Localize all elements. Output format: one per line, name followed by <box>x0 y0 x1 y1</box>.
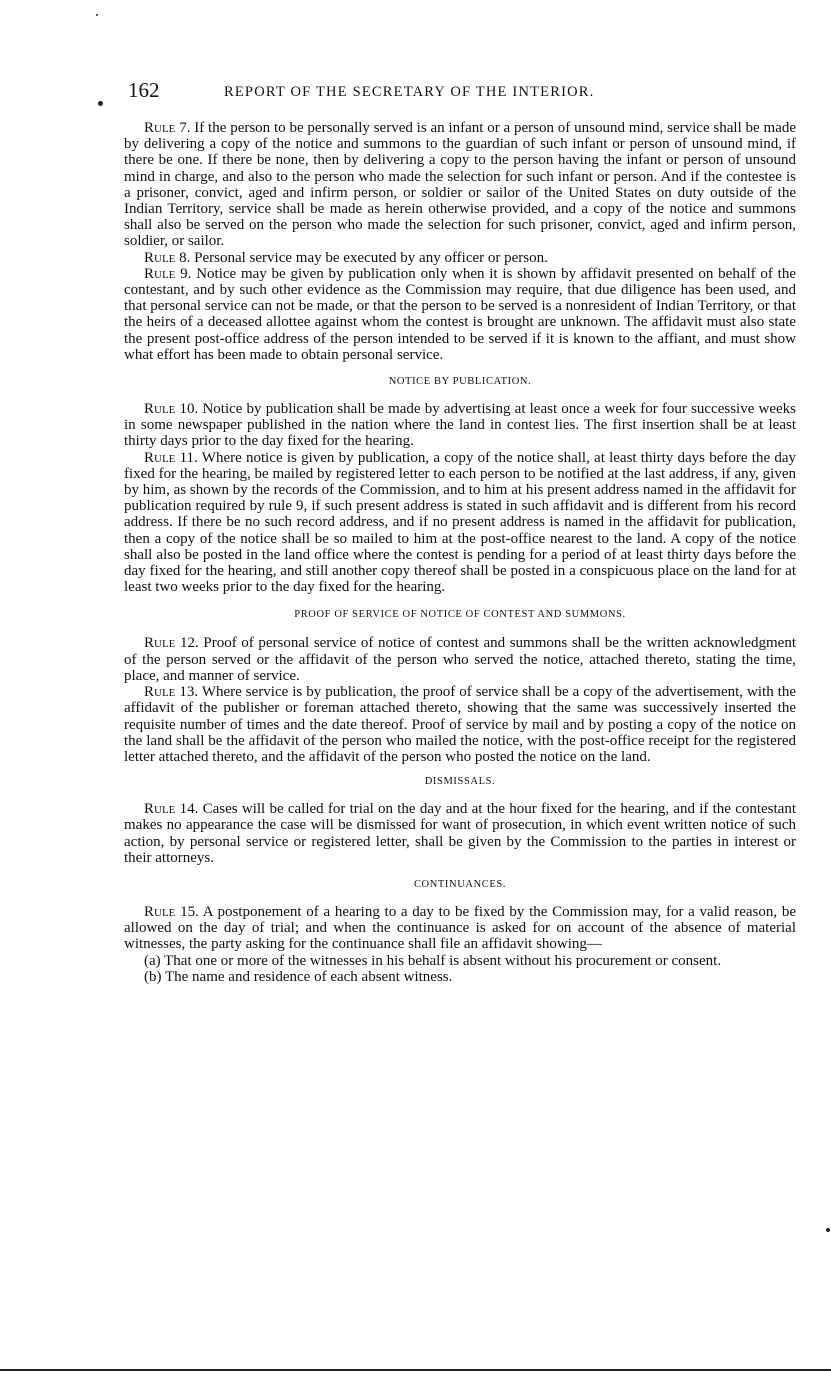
item-b <box>124 969 796 985</box>
rule-9 <box>124 266 796 363</box>
rule-11 <box>124 450 796 596</box>
item-text: That one or more of the witnesses in his behalf is absent without his procurement or consent. <box>164 952 722 969</box>
ink-speck <box>826 1228 830 1232</box>
item-label: (b) <box>144 968 162 985</box>
rule-label: Rule 13. <box>144 684 199 701</box>
scan-edge-line <box>0 1369 831 1371</box>
section-title-dismissals: DISMISSALS. <box>424 776 496 788</box>
item-label: (a) <box>144 952 161 969</box>
rule-text: Where service is by publication, the proof of service shall be a copy of the advertisement, with the affidavit of the publisher or foreman attached thereto, showing that the same was successively inserted the requisite number of times and the date thereof. Proof of service by mail and by posting a copy of the notice on the land shall be the affidavit of the person who mailed the notice, with the post-office receipt for the registered letter attached thereto, and the affidavit of the person who posted the notice on the land. <box>124 684 797 765</box>
section-title-publication: NOTICE BY PUBLICATION. <box>388 376 532 388</box>
rule-label: Rule 9. <box>144 265 192 282</box>
rule-10 <box>124 401 796 450</box>
rule-text: Where notice is given by publication, a copy of the notice shall, at least thirty days before the day fixed for the hearing, be mailed by registered letter to each person to be notified at the last address, if any, given by him, as shown by the records of the Commission, and to him at his present address named in the affidavit for publication required by rule 9, if such present address is stated in such affidavit and is different from his record address. If there be no such record address, and if no present address is named in the affidavit for publication, then a copy of the notice shall be so mailed to him at the post-office nearest to the land. A copy of the notice shall also be posted in the land office where the contest is pending for a period of at least thirty days before the day fixed for the hearing, and still another copy thereof shall be posted in a conspicuous place on the land for at least two weeks prior to the day fixed for the hearing. <box>124 449 796 596</box>
rule-label: Rule 12. <box>144 635 199 652</box>
item-text: The name and residence of each absent witness. <box>164 968 453 985</box>
rule-text: If the person to be personally served is an infant or a person of unsound mind, service shall be made by delivering a copy of the notice and summons to the guardian of such infant or person of unsound mind, if there be one. If there be none, then by delivering a copy to the person having the infant or person of unsound mind in charge, and also to the person who made the selection for such infant or person. And if the contestee is a prisoner, convict, aged and infirm person, or soldier or sailor of the United States on duty outside of the Indian Territory, service shall be made as herein otherwise provided, and a copy of the notice and summons shall also be served on the person who made the selection for such prisoner, convict, aged and infirm person, soldier, or sailor. <box>124 120 797 250</box>
section-title-continuances: CONTINUANCES. <box>413 878 507 890</box>
running-head: REPORT OF THE SECRETARY OF THE INTERIOR. <box>224 84 595 100</box>
ink-dot <box>98 101 103 106</box>
rule-text: Personal service may be executed by any officer or person. <box>194 249 548 266</box>
rule-text: Notice by publication shall be made by advertising at least once a week for four successive weeks in some newspaper published in the nation where the land in contest lies. The first insertion shall be at least thirty days prior to the day fixed for the hearing. <box>124 401 797 450</box>
page-number: 162 <box>128 78 160 102</box>
page-header <box>128 78 728 102</box>
document-body <box>124 120 796 985</box>
rule-text: Cases will be called for trial on the day and at the hour fixed for the hearing, and if the contestant makes no appearance the case will be dismissed for want of prosecution, in which event written notice of such action, by personal service or registered letter, shall be given by the Commission to the parties in interest or their attorneys. <box>124 801 797 866</box>
rule-text: A postponement of a hearing to a day to be fixed by the Commission may, for a valid reason, be allowed on the day of trial; and when the continuance is asked for on account of the absence of material witnesses, the party asking for the continuance shall file an affidavit showing— <box>124 903 796 953</box>
rule-7 <box>124 120 796 250</box>
rule-13 <box>124 684 796 765</box>
section-title-proof: PROOF OF SERVICE OF NOTICE OF CONTEST AND SUMMONS. <box>294 609 626 621</box>
ink-speck <box>96 14 98 16</box>
rule-label: Rule 8. <box>144 249 191 266</box>
rule-label: Rule 15. <box>144 903 199 920</box>
rule-label: Rule 14. <box>144 801 199 818</box>
rule-label: Rule 11. <box>144 449 198 466</box>
rule-label: Rule 10. <box>144 401 199 418</box>
rule-8 <box>124 250 796 266</box>
rule-14 <box>124 801 796 866</box>
item-a <box>124 953 796 969</box>
rule-12 <box>124 635 796 684</box>
rule-15 <box>124 904 796 953</box>
rule-label: Rule 7. <box>144 120 191 136</box>
rule-text: Proof of personal service of notice of contest and summons shall be the written acknowledgment of the person served or the affidavit of the person who served the notice, attached thereto, stating the time, place, and manner of service. <box>124 635 797 684</box>
rule-text: Notice may be given by publication only when it is shown by affidavit presented on behalf of the contestant, and by such other evidence as the Commission may require, that due diligence has been used, and that personal service can not be made, or that the person to be served is a nonresident of Indian Territory, or that the heirs of a deceased allottee against whom the contest is brought are unknown. The affidavit must also state the present post-office address of the person intended to be served if it is known to the affiant, and must show what effort has been made to obtain personal service. <box>124 265 796 363</box>
